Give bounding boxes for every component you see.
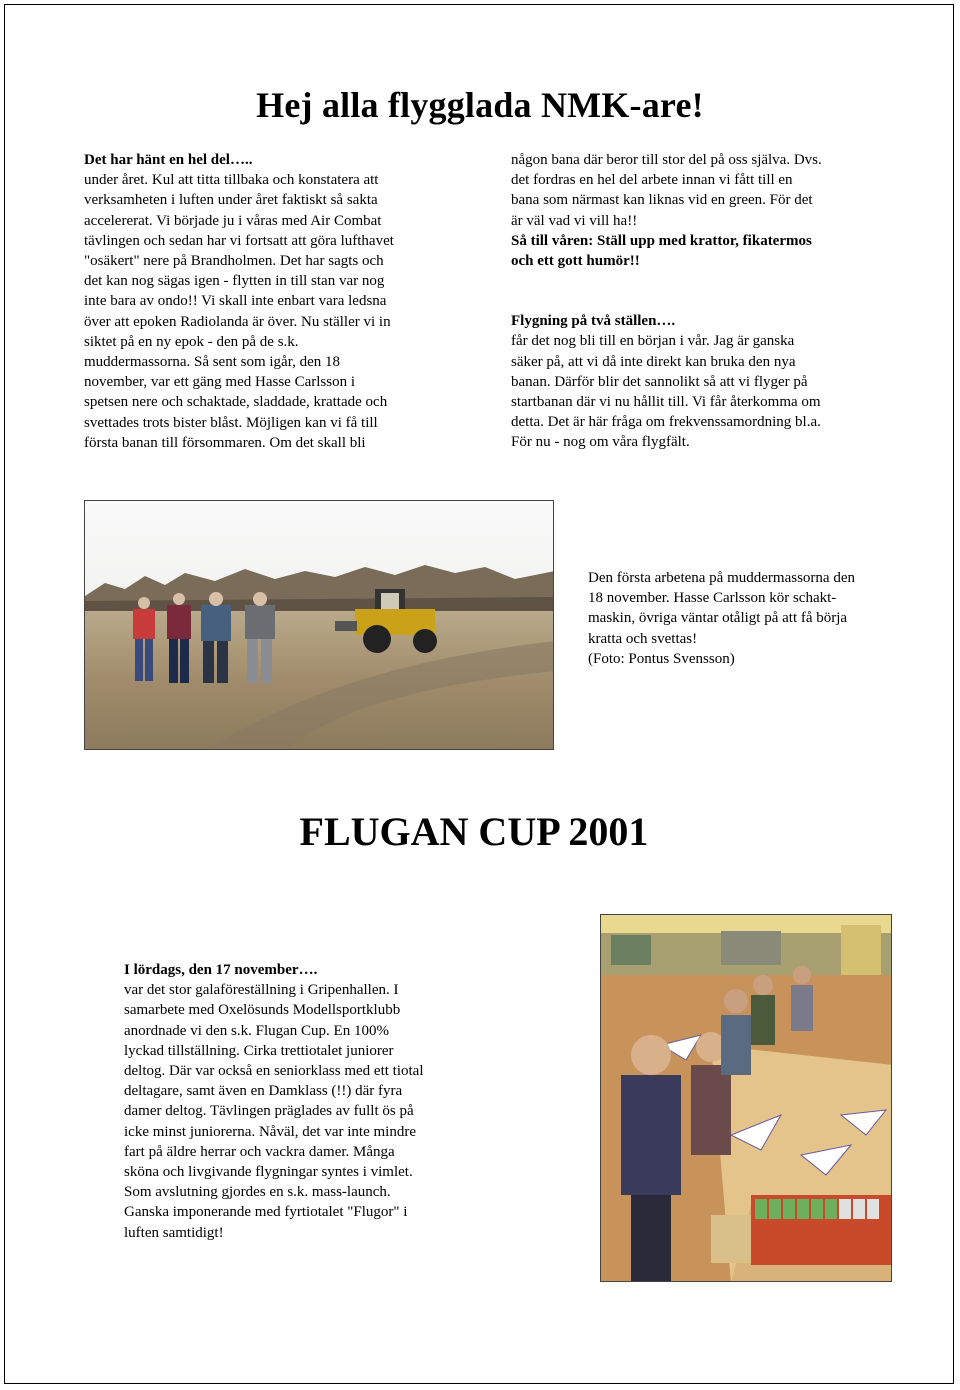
intro-line: spetsen nere och schaktade, sladdade, krattade och (84, 394, 388, 411)
intro-line: svettades trots bister blåst. Möjligen kan vi få till (84, 414, 378, 431)
page-title: Hej alla flygglada NMK-are! (256, 85, 704, 125)
field-photo-caption (588, 568, 928, 669)
flugan-cup-line: var det stor galaföreställning i Gripenhallen. I (124, 982, 399, 999)
call-to-action-line: Så till våren: Ställ upp med krattor, fikatermos (511, 232, 812, 249)
flygning-line: startbanan där vi nu hållit till. Vi får återkomma om (511, 394, 821, 411)
flugan-cup-line: fart på äldre herrar och vackra damer. Många (124, 1143, 395, 1160)
hall-photo (600, 914, 892, 1282)
continued-line: det fordras en hel del arbete innan vi fått till en (511, 172, 793, 189)
flygning-line: För nu - nog om våra flygfält. (511, 434, 690, 451)
flugan-cup-line: anordnade vi den s.k. Flugan Cup. En 100% (124, 1022, 389, 1039)
intro-line: under året. Kul att titta tillbaka och konstatera att (84, 172, 379, 189)
intro-line: det kan nog sägas igen - flytten in till stan var nog (84, 273, 385, 290)
flugan-cup-line: deltog. Där var också en seniorklass med ett tiotal (124, 1063, 424, 1080)
flugan-cup-line: Ganska imponerande med fyrtiotalet "Flugor" i (124, 1204, 408, 1221)
caption-line: Den första arbetena på muddermassorna den (588, 570, 855, 586)
intro-line: över att epoken Radiolanda är över. Nu ställer vi in (84, 313, 391, 330)
flugan-cup-heading: I lördags, den 17 november…. (124, 962, 318, 978)
flugan-cup-line: icke minst juniorerna. Nåväl, det var inte mindre (124, 1123, 416, 1140)
flugan-cup-column (124, 960, 494, 1243)
flygning-line: säker på, att vi då inte direkt kan bruka den nya (511, 353, 796, 370)
section-heading-flygning: Flygning på två ställen…. (511, 313, 676, 330)
intro-line: tävlingen och sedan har vi fortsatt att göra lufthavet (84, 232, 394, 249)
call-to-action-line: och ett gott humör!! (511, 253, 640, 270)
caption-line: (Foto: Pontus Svensson) (588, 650, 735, 667)
flygning-line: får det nog bli till en början i vår. Jag är ganska (511, 333, 795, 350)
intro-line: muddermassorna. Så sent som igår, den 18 (84, 354, 341, 371)
intro-line: inte bara av ondo!! Vi skall inte enbart vara ledsna (84, 293, 387, 310)
continued-column (511, 150, 911, 453)
flugan-cup-line: luften samtidigt! (124, 1224, 224, 1241)
flugan-cup-line: sköna och livgivande flygningar syntes i vimlet. (124, 1164, 413, 1181)
intro-line: november, var ett gäng med Hasse Carlsson i (84, 374, 355, 391)
continued-line: är väl vad vi vill ha!! (511, 212, 638, 229)
caption-line: maskin, övriga väntar otåligt på att få börja (588, 610, 848, 627)
intro-line: "osäkert" nere på Brandholmen. Det har sagts och (84, 253, 384, 270)
flygning-line: detta. Det är här fråga om frekvenssamordning bl.a. (511, 414, 821, 431)
flugan-cup-line: damer deltog. Tävlingen präglades av fullt ös på (124, 1103, 414, 1120)
flugan-cup-line: lyckad tillställning. Cirka trettiotalet juniorer (124, 1042, 394, 1059)
caption-line: kratta och svettas! (588, 630, 698, 647)
intro-heading: Det har hänt en hel del….. (84, 152, 253, 168)
caption-line: 18 november. Hasse Carlsson kör schakt- (588, 590, 837, 607)
continued-line: bana som närmast kan liknas vid en green. För det (511, 192, 813, 209)
field-photo (84, 500, 554, 750)
intro-line: accelererat. Vi började ju i våras med Air Combat (84, 212, 382, 229)
flugan-cup-line: deltagare, samt även en Damklass (!!) där fyra (124, 1083, 403, 1100)
intro-line: siktet på en ny epok - den på de s.k. (84, 333, 299, 350)
flygning-line: banan. Därför blir det sannolikt så att vi flyger på (511, 373, 808, 390)
continued-line: någon bana där beror till stor del på oss själva. Dvs. (511, 152, 822, 168)
intro-column (84, 150, 484, 453)
intro-line: verksamheten i luften under året faktiskt så sakta (84, 192, 378, 209)
intro-line: första banan till försommaren. Om det skall bli (84, 434, 366, 451)
section-title-flugan-cup: FLUGAN CUP 2001 (299, 809, 649, 854)
flugan-cup-line: Som avslutning gjordes en s.k. mass-launch. (124, 1184, 391, 1201)
flugan-cup-line: samarbete med Oxelösunds Modellsportklubb (124, 1002, 401, 1019)
